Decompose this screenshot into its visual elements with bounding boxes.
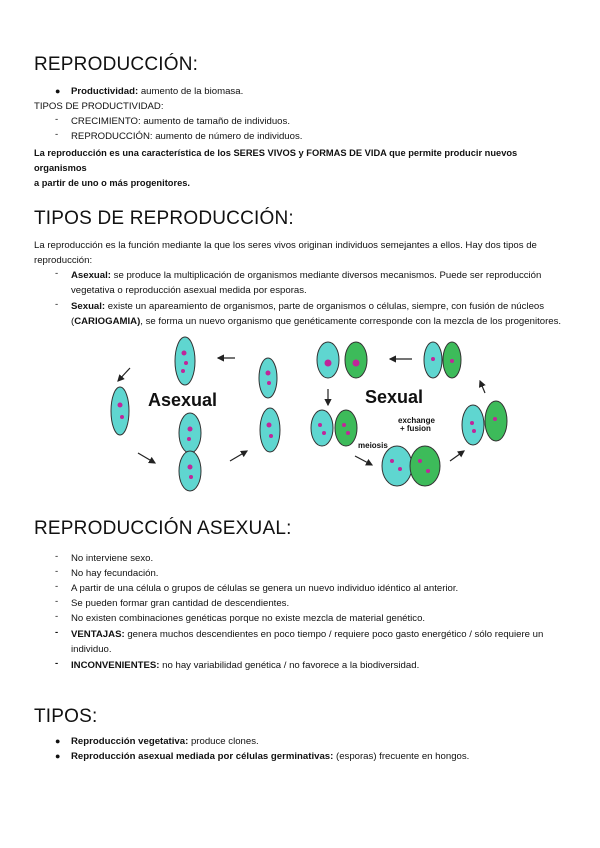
intro-line-2: reproducción: (34, 255, 93, 266)
section-title-reproduccion: REPRODUCCIÓN: (34, 54, 199, 75)
ventajas-text-1: genera muchos descendientes en poco tiempo / requiere poco gasto energético / sólo requiere un (124, 629, 544, 640)
list-dash: - (55, 299, 59, 310)
sexual-pair-left (311, 410, 357, 446)
term-sexual: Sexual: (71, 301, 106, 312)
section-title-reproduccion-asexual: REPRODUCCIÓN ASEXUAL: (34, 518, 292, 539)
asexual-cycle (111, 337, 280, 491)
asexual-label: Asexual (148, 390, 218, 410)
types-heading: TIPOS DE PRODUCTIVIDAD: (34, 101, 164, 112)
germinativas-text: (esporas) frecuente en hongos. (333, 751, 470, 762)
list-item-inconvenientes (71, 658, 419, 673)
definition-paragraph (34, 146, 539, 191)
arrow (138, 453, 155, 463)
list-item: No existen combinaciones genéticas porque no existe mezcla de material genético. (71, 613, 426, 624)
inconvenientes-text: no hay variabilidad genética / no favorece a la biodiversidad. (159, 660, 420, 671)
exchange-label: exchange (398, 416, 435, 425)
asexual-cell-dividing (179, 413, 201, 491)
fusion-label: + fusion (400, 424, 431, 433)
term-asexual: Asexual: (71, 270, 111, 281)
vegetativa-text: produce clones. (188, 736, 259, 747)
sexual-label: Sexual (365, 387, 424, 407)
bullet-dot: ● (55, 736, 61, 746)
list-item-germinativas (71, 749, 469, 764)
list-item-crecimiento: CRECIMIENTO: aumento de tamaño de individuos. (71, 116, 290, 127)
list-item-sexual (71, 299, 591, 329)
ventajas-text-2: individuo. (71, 644, 112, 655)
sexual-pair-top-left (317, 342, 367, 378)
list-item-reproduccion: REPRODUCCIÓN: aumento de número de individuos. (71, 131, 303, 142)
definition-text: aumento de la biomasa. (138, 86, 244, 97)
list-dash: - (55, 551, 59, 562)
reproduction-diagram (100, 333, 520, 498)
list-item-productividad (71, 84, 243, 99)
list-dash: - (55, 658, 59, 669)
term-vegetativa: Reproducción vegetativa: (71, 736, 189, 747)
bullet-dot: ● (55, 86, 61, 96)
definition-line-1: La reproducción es una característica de los SERES VIVOS y FORMAS DE VIDA que permite producir nuevos organismos (34, 148, 518, 173)
asexual-cell-right (260, 408, 280, 452)
sexual-pair-top-right (424, 342, 461, 378)
sexual-text-2: , se forma un nuevo organismo que genéticamente corresponde con la mezcla de los progenitores. (140, 316, 562, 327)
asexual-cell-right-top (259, 358, 277, 398)
list-dash: - (55, 611, 59, 622)
section-title-tipos: TIPOS: (34, 706, 98, 727)
asexual-text-2: vegetativa o reproducción asexual medida por esporas. (71, 285, 307, 296)
asexual-cell-top (175, 337, 195, 385)
list-item-ventajas (71, 627, 571, 657)
sexual-cycle (311, 342, 507, 486)
list-item-vegetativa (71, 734, 259, 749)
list-dash: - (55, 627, 59, 638)
arrow (480, 381, 485, 393)
list-dash: - (55, 268, 59, 279)
asexual-text-1: se produce la multiplicación de organismos mediante diversos mecanismos. Puede ser reproducción (111, 270, 542, 281)
arrow (355, 456, 372, 465)
arrow (450, 451, 464, 461)
asexual-cell-left (111, 387, 129, 435)
meiosis-label: meiosis (358, 441, 388, 450)
list-dash: - (55, 581, 59, 592)
list-dash: - (55, 596, 59, 607)
term-ventajas: VENTAJAS: (71, 629, 125, 640)
term-productividad: Productividad: (71, 86, 139, 97)
list-item-asexual (71, 268, 571, 298)
term-inconvenientes: INCONVENIENTES: (71, 660, 160, 671)
term-germinativas: Reproducción asexual mediada por células germinativas: (71, 751, 334, 762)
list-dash: - (55, 566, 59, 577)
term-cariogamia: CARIOGAMIA) (74, 316, 141, 327)
section-title-tipos-reproduccion: TIPOS DE REPRODUCCIÓN: (34, 208, 294, 229)
sexual-text-1: existe un apareamiento de organismos, parte de organismos o células, siempre, con fusión de núcleos (105, 301, 545, 312)
list-item: No interviene sexo. (71, 553, 154, 564)
sexual-pair-right (462, 401, 507, 445)
list-dash: - (55, 114, 59, 125)
intro-line-1: La reproducción es la función mediante la que los seres vivos originan individuos semejantes a ellos. Hay dos tipos de (34, 240, 537, 251)
list-item: No hay fecundación. (71, 568, 159, 579)
definition-line-2: a partir de uno o más progenitores. (34, 178, 191, 188)
intro-paragraph (34, 238, 539, 268)
bullet-dot: ● (55, 751, 61, 761)
list-dash: - (55, 129, 59, 140)
list-item: Se pueden formar gran cantidad de descendientes. (71, 598, 290, 609)
arrow (230, 451, 247, 461)
arrow (118, 368, 130, 381)
sexual-paren: ( (71, 316, 75, 327)
list-item: A partir de una célula o grupos de células se genera un nuevo individuo idéntico al anterior. (71, 583, 459, 594)
sexual-pair-bottom (382, 446, 440, 486)
